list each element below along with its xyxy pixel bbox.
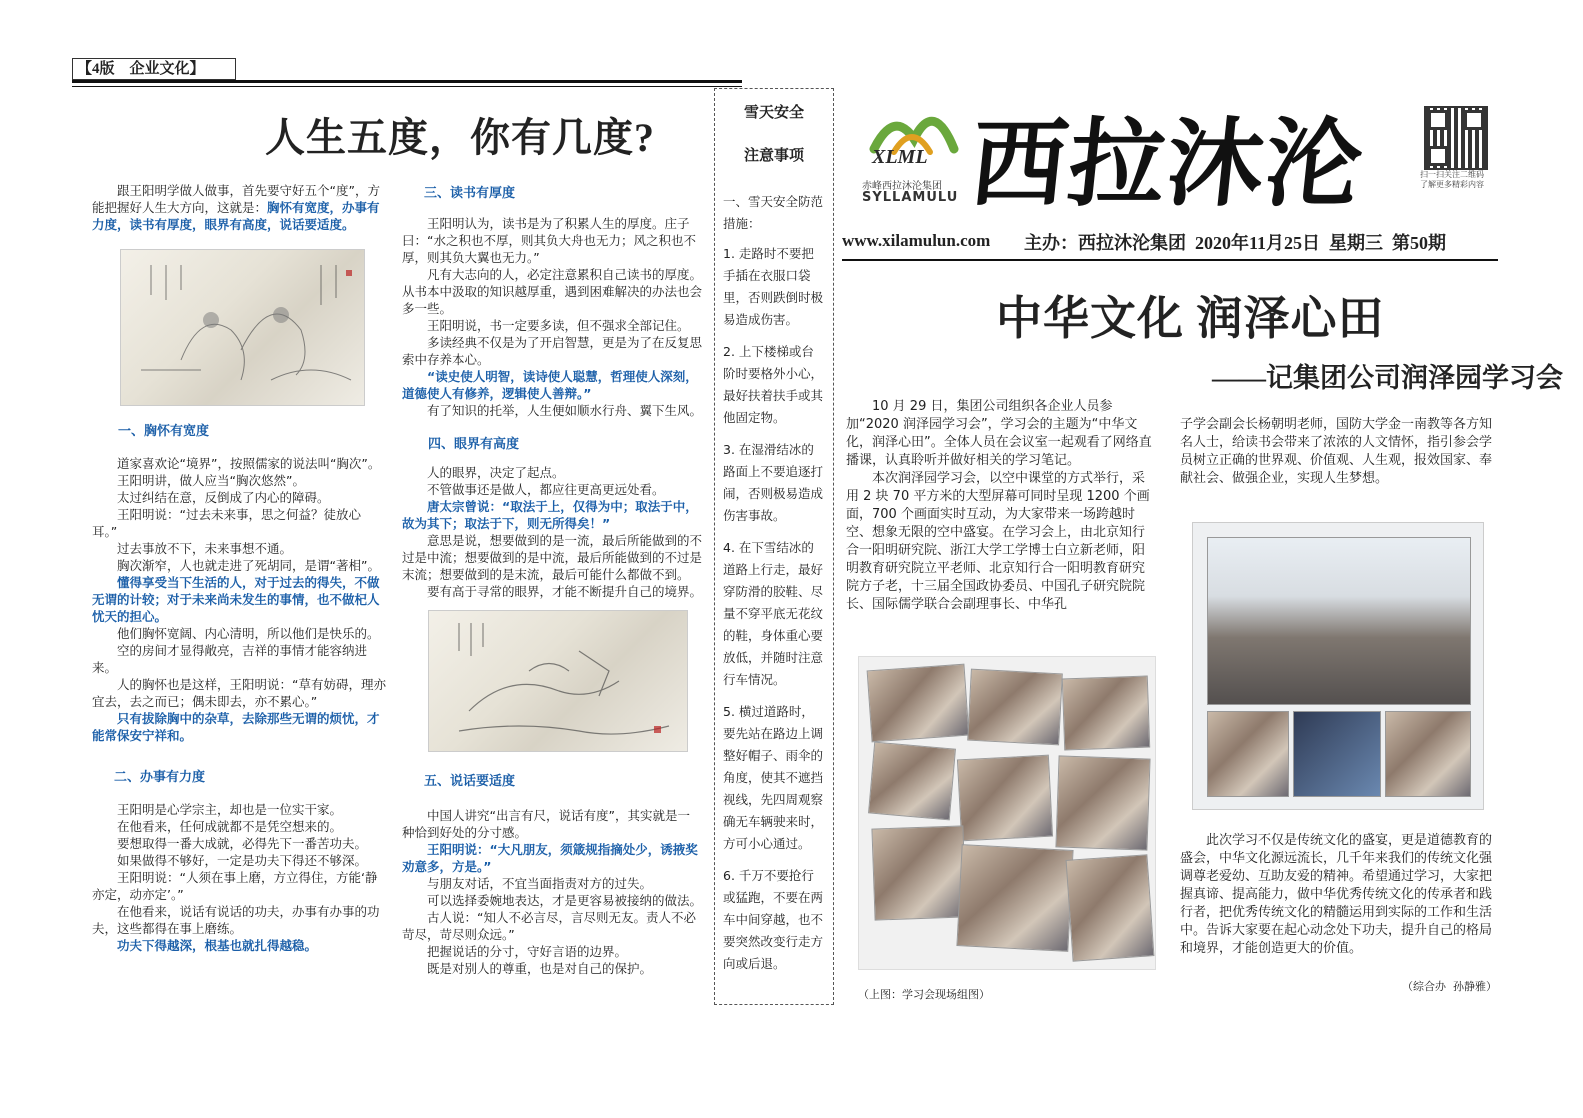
intro-highlight: 胸怀有宽度，办事有力度，读书有厚度，眼界有高度，说话要适度。 (92, 200, 380, 232)
s1-highlight-1: 懂得享受当下生活的人，对于过去的得失，不做无谓的计较；对于未来尚未发生的事情，也不做杞人忧天的担心。 (92, 575, 380, 624)
s3-line-4: 多读经典不仅是为了开启智慧，更是为了在反复思索中存养本心。 (402, 335, 703, 367)
s3-line-3: 王阳明说，书一定要多读，但不强求全部记住。 (427, 318, 690, 333)
s3-line-2: 凡有大志向的人，必定注意累积自己读书的厚度。从书本中汲取的知识越厚重，遇到困难解决的办法也会多一些。 (402, 267, 703, 316)
s1-line-2: 王阳明讲，做人应当“胸次悠然”。 (117, 473, 305, 488)
s1b-line-3: 人的胸怀也是这样，王阳明说：“草有妨碍，理亦宜去，去之而已；偶未即去，亦不累心。” (92, 677, 386, 709)
sidebar-title-2: 注意事项 (743, 146, 804, 164)
article-para-4: 此次学习不仅是传统文化的盛宴，更是道德教育的盛会，中华文化源远流长，几千年来我们的传统文化强调尊老爱幼、互助友爱的精神。希望通过学习，大家把握真谛、提高能力，做中华优秀传统文化的传承者和践行者，把优秀传统文化的精髓运用到实际的工作和生活中。告诉大家要在起心动念处下功夫，提升自己的格局和境界，才能创造更大的价值。 (1180, 833, 1493, 956)
s3-line-1: 王阳明认为，读书是为了积累人生的厚度。庄子曰：“水之积也不厚，则其负大舟也无力；风之积也不厚，则其负大翼也无力。” (402, 216, 696, 265)
s5-line-2: 与朋友对话，不宜当面指责对方的过失。 (427, 876, 653, 891)
qr-code (1424, 106, 1488, 170)
collage-photo (957, 755, 1053, 842)
s4-line-3: 意思是说，想要做到的是一流，最后所能做到的不过是中流；想要做到的是中流，最后所能做到的不过是末流；想要做到的是末流，最后可能什么都做不到。 (402, 533, 703, 582)
s1b-line-1: 他们胸怀宽阔、内心清明，所以他们是快乐的。 (117, 626, 380, 641)
sidebar-item: 6. 千万不要抢行或猛跑，不要在两车中间穿越，也不要突然改变行走方向或后退。 (723, 868, 824, 971)
s2-line-6: 在他看来，说话有说话的功夫，办事有办事的功夫，这些都得在事上磨练。 (92, 904, 380, 936)
meeting-photo-main (1207, 537, 1471, 705)
sidebar-title-1: 雪天安全 (743, 103, 804, 121)
collage-photo (868, 742, 956, 821)
section-heading-3: 三、读书有厚度 (424, 186, 516, 201)
headline: 中华文化 润泽心田 (996, 293, 1385, 344)
issue-rule (842, 259, 1498, 261)
qr-caption: 扫一扫关注二维码 了解更多精彩内容 (1420, 170, 1484, 189)
collage-photo (956, 844, 1073, 952)
website: www.xilamulun.com (842, 231, 991, 250)
section-heading-4: 四、眼界有高度 (428, 437, 520, 452)
s4-line-4: 要有高于寻常的眼界，才能不断提升自己的境界。 (427, 584, 703, 599)
painting-scholars (120, 249, 365, 406)
s5-line-6: 既是对别人的尊重，也是对自己的保护。 (427, 961, 653, 976)
left-column-1 (92, 182, 386, 954)
s5-line-3: 可以选择委婉地表达，才是更容易被接纳的做法。 (427, 893, 703, 908)
article-column-c (1180, 832, 1496, 958)
s1-line-5: 过去事放不下，未来事想不通。 (117, 541, 293, 556)
byline: （综合办 孙静雅） (1402, 980, 1497, 993)
s1-line-6: 胸次渐窄，人也就走进了死胡同，是谓“著相”。 (117, 558, 380, 573)
top-rule-thin (72, 86, 742, 87)
collage-photo (1055, 755, 1150, 850)
s1-line-3: 太过纠结在意，反倒成了内心的障碍。 (117, 490, 330, 505)
meeting-photo-small (1293, 711, 1381, 797)
sidebar-item: 5. 横过道路时，要先站在路边上调整好帽子、雨伞的角度，使其不遮挡视线，先四周观察确无车辆驶来时，方可小心通过。 (723, 704, 824, 851)
sidebar-item: 1. 走路时不要把手插在衣服口袋里，否则跌倒时极易造成伤害。 (723, 246, 824, 327)
collage-photo (871, 825, 966, 920)
logo-abbr: XLML (872, 146, 928, 168)
photo-collage-1 (858, 656, 1156, 970)
subhead: ——记集团公司润泽园学习会 (1212, 363, 1563, 393)
s1-line-4: 王阳明说：“过去未来事，思之何益？徒放心耳。” (92, 507, 361, 539)
logo-cn-name: 赤峰西拉沐沦集团 (862, 181, 942, 192)
s4-line-2: 不管做事还是做人，都应往更高更远处看。 (427, 482, 665, 497)
s2-line-3: 要想取得一番大成就，必得先下一番苦功夫。 (117, 836, 368, 851)
article-para-3: 子学会副会长杨朝明老师，国防大学金一南教等各方知名人士，给读书会带来了浓浓的人文情怀，指引参会学员树立正确的世界观、价值观、人生观，报效国家、奉献社会、做强企业，实现人生梦想。 (1180, 417, 1493, 486)
s4-highlight: 唐太宗曾说：“取法于上，仅得为中；取法于中，故为其下；取法于下，则无所得矣！” (402, 499, 698, 531)
logo-en-name: SYLLAMULU (862, 190, 959, 205)
painting-landscape (428, 610, 688, 752)
s5-line-4: 古人说：“知人不必言尽，言尽则无友。责人不必苛尽，苛尽则众远。” (402, 910, 696, 942)
s4-line-1: 人的眼界，决定了起点。 (427, 465, 565, 480)
photo-caption: （上图：学习会现场组图） (858, 988, 990, 1001)
s3-highlight: “读史使人明智，读诗使人聪慧，哲理使人深刻，道德使人有修养，逻辑使人善辩。” (402, 369, 698, 401)
article-column-a (846, 398, 1156, 614)
meeting-photo-small (1385, 711, 1471, 797)
sidebar-item: 2. 上下楼梯或台阶时要格外小心，最好扶着扶手或其他固定物。 (723, 344, 824, 425)
section-heading-5: 五、说话要适度 (424, 774, 516, 789)
article-title: 人生五度，你有几度? (265, 115, 655, 160)
safety-sidebar (714, 88, 834, 1005)
left-column-2 (402, 182, 702, 977)
sidebar-intro: 一、雪天安全防范措施： (723, 194, 824, 231)
s1b-line-2: 空的房间才显得敞亮，吉祥的事情才能容纳进来。 (92, 643, 368, 675)
collage-photo (867, 664, 970, 743)
masthead: 西拉沐沦 (965, 111, 1369, 218)
photo-collage-2 (1192, 522, 1484, 810)
s1-highlight-2: 只有拔除胸中的杂草，去除那些无谓的烦忧，才能常保安宁祥和。 (92, 711, 380, 743)
s2-line-1: 王阳明是心学宗主，却也是一位实干家。 (117, 802, 343, 817)
section-heading-1: 一、胸怀有宽度 (118, 424, 210, 439)
section-heading-2: 二、办事有力度 (114, 770, 206, 785)
meeting-photo-small (1207, 711, 1289, 797)
s1-line-1: 道家喜欢论“境界”，按照儒家的说法叫“胸次”。 (117, 456, 381, 471)
s2-highlight: 功夫下得越深，根基也就扎得越稳。 (117, 938, 318, 953)
s2-line-4: 如果做得不够好，一定是功夫下得还不够深。 (117, 853, 368, 868)
collage-photo (967, 669, 1063, 746)
intro-text: 跟王阳明学做人做事，首先要守好五个“度”，方能把握好人生大方向，这就是： (92, 183, 380, 215)
article-para-2: 本次润泽园学习会，以空中课堂的方式举行，采用 2 块 70 平方米的大型屏幕可同时呈现 1200 个画面，700 个画面实时互动，为大家带来一场跨越时空、想象无限的空中盛宴。在学习会上，由北京知行合一阳明研究院、浙江大学工学博士白立新老师，阳明教育研究院立平老师、北京知行合一阳明教育研究院方子老，十三届全国政协委员、中国孔子研究院院长、国际儒学联合会副理事长、中华孔 (846, 471, 1150, 612)
page-label: 【4版 企业文化】 (72, 58, 236, 80)
painting-illustration-2 (429, 611, 687, 751)
collage-photo (1066, 854, 1155, 961)
s5-line-1: 中国人讲究“出言有尺，说话有度”，其实就是一种恰到好处的分寸感。 (402, 808, 690, 840)
s5-line-5: 把握说话的分寸，守好言语的边界。 (427, 944, 628, 959)
sidebar-item: 3. 在湿滑结冰的路面上不要追逐打闹，否则极易造成伤害事故。 (723, 442, 824, 523)
issue-line: 主办：西拉沐沦集团 2020年11月25日 星期三 第50期 (1024, 233, 1447, 253)
s2-line-2: 在他看来，任何成就都不是凭空想来的。 (117, 819, 343, 834)
top-rule (72, 80, 742, 83)
collage-photo (1062, 676, 1150, 751)
article-para-1: 10 月 29 日，集团公司组织各企业人员参加“2020 润泽园学习会”，学习会的主题为“中华文化，润泽心田”。全体人员在会议室一起观看了网络直播课，认真聆听并做好相关的学习笔记。 (846, 399, 1152, 468)
sidebar-item: 4. 在下雪结冰的道路上行走，最好穿防滑的胶鞋、尽量不穿平底无花纹的鞋，身体重心要放低，并随时注意行车情况。 (723, 540, 824, 687)
s5-highlight: 王阳明说：“大凡朋友，须箴规指摘处少，诱掖奖劝意多，方是。” (402, 842, 698, 874)
article-column-b (1180, 416, 1496, 488)
s2-line-5: 王阳明说：“人须在事上磨，方立得住，方能‘静亦定，动亦定’。” (92, 870, 378, 902)
painting-illustration (121, 250, 364, 405)
s3-end: 有了知识的托举，人生便如顺水行舟、翼下生风。 (427, 403, 703, 418)
